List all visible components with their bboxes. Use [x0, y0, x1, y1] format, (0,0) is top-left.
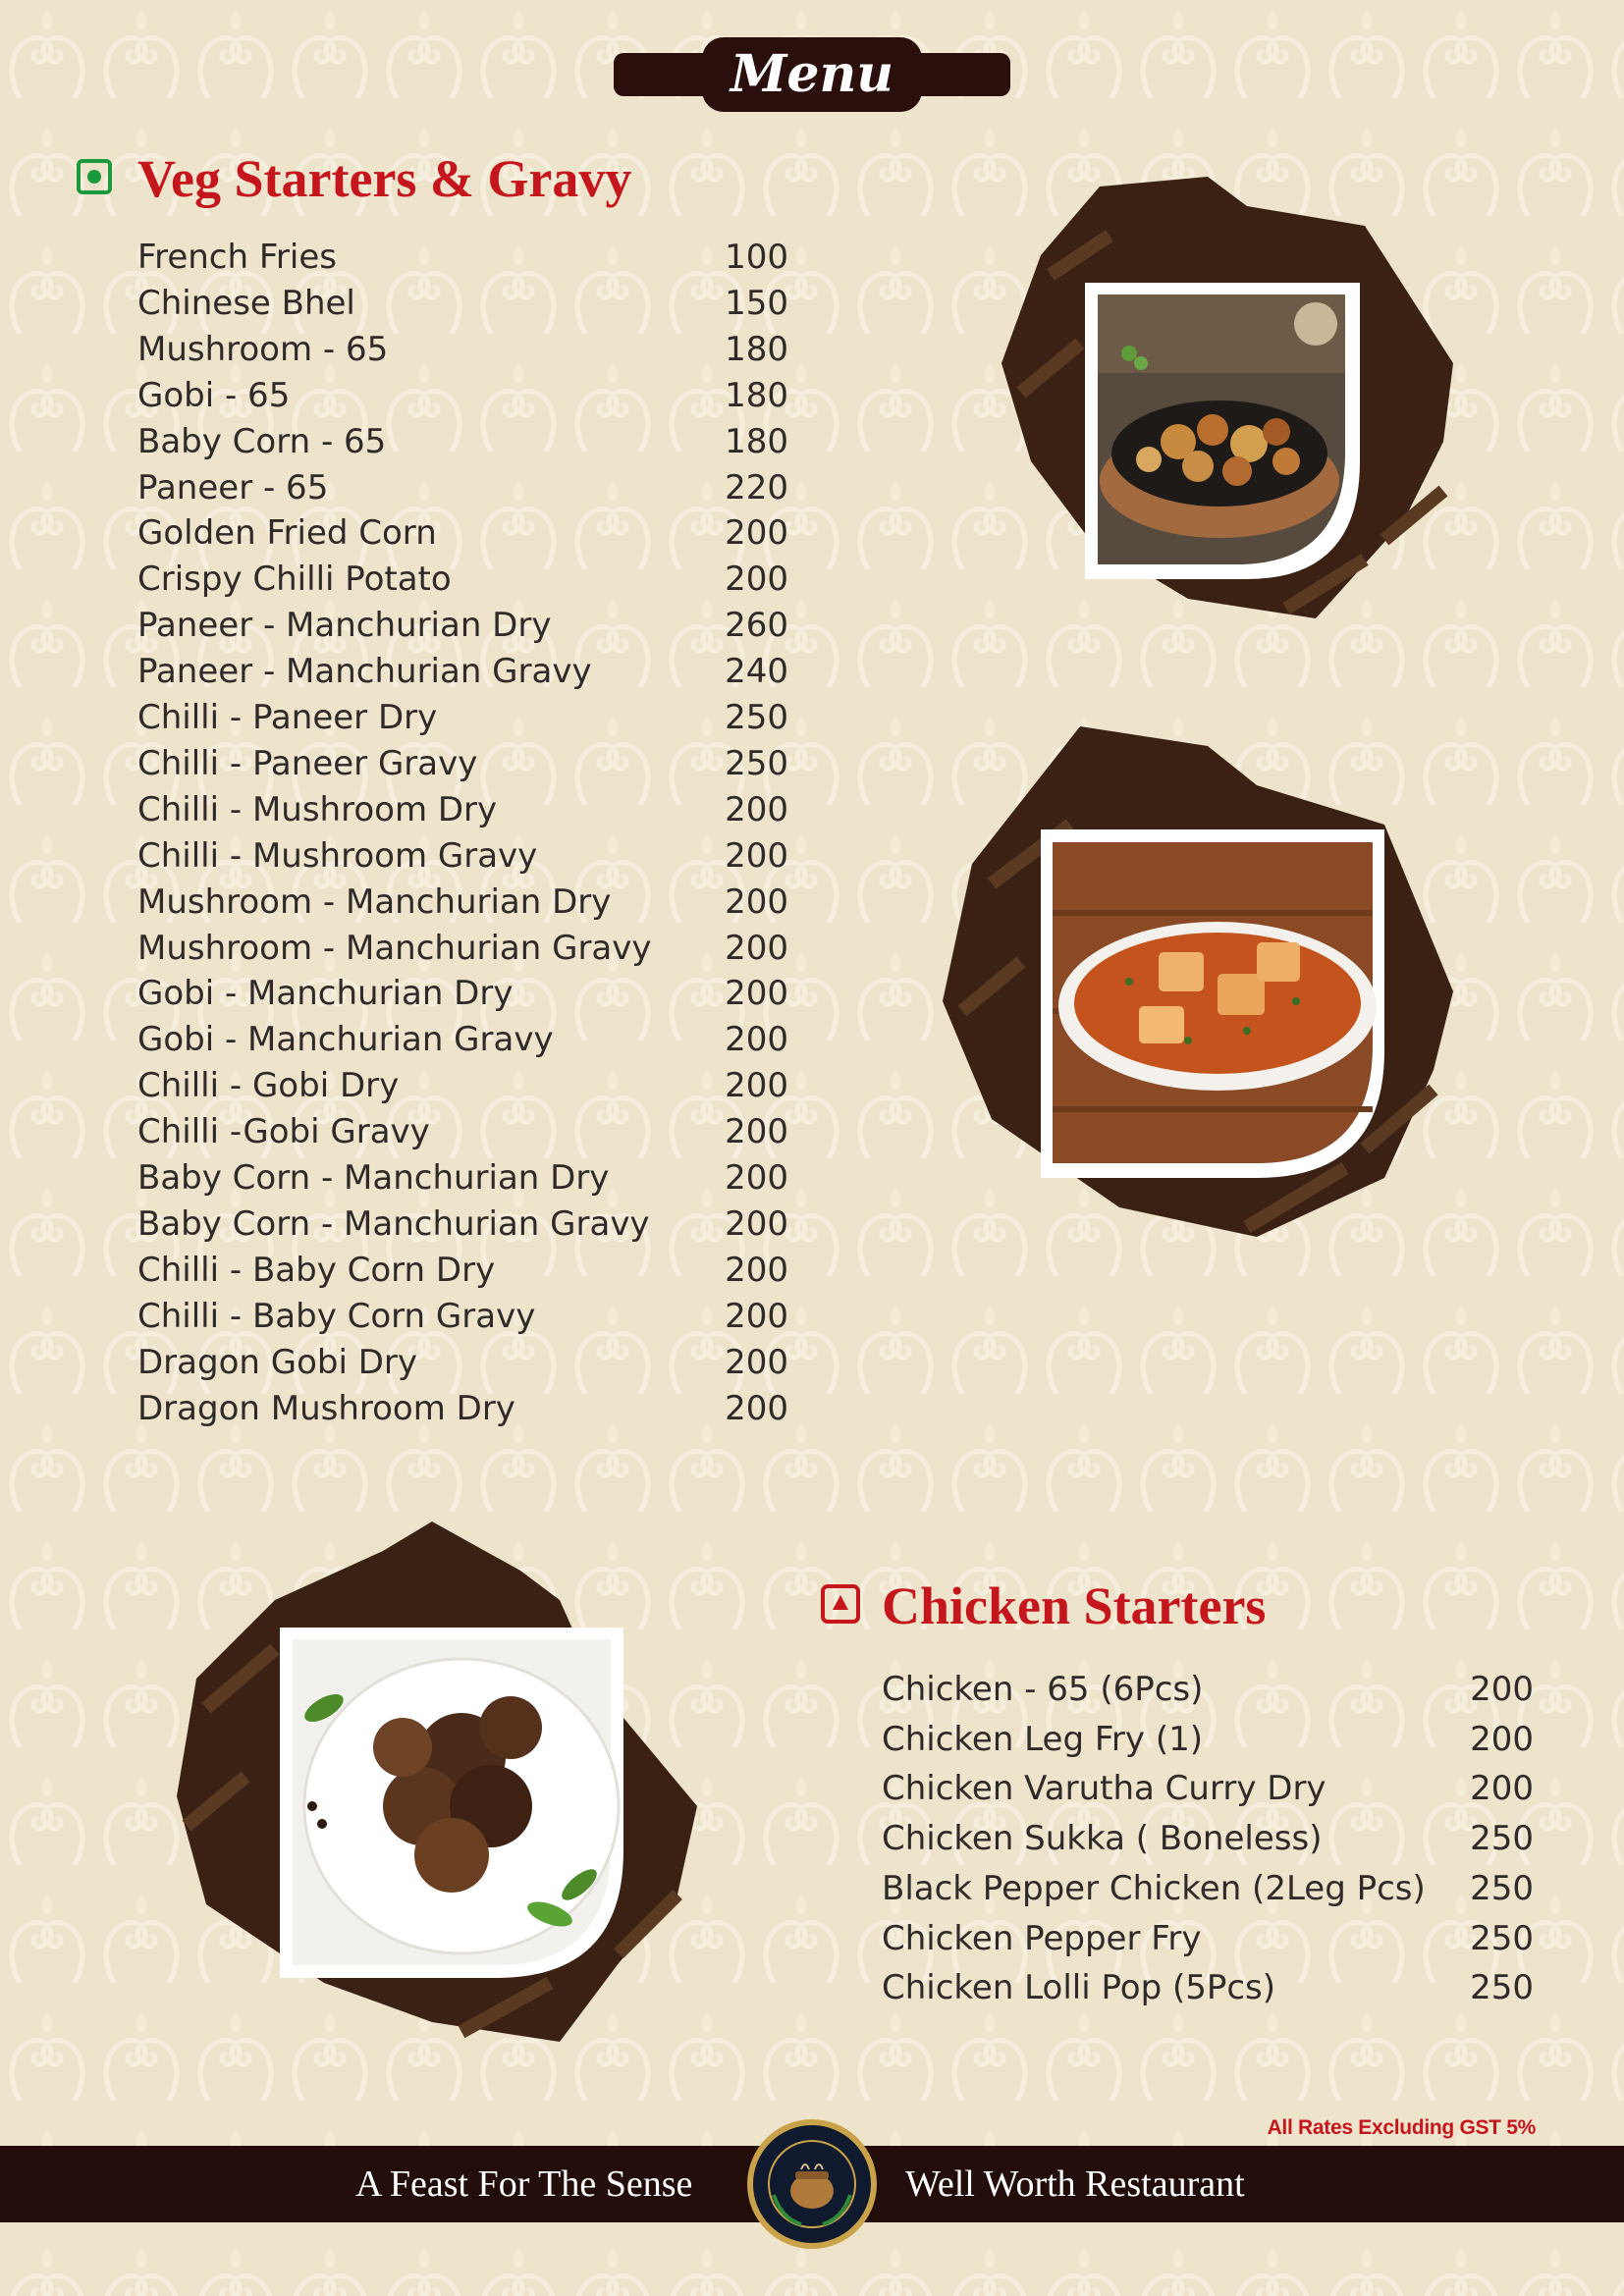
- veg-item-price: 200: [725, 513, 788, 554]
- menu-banner: [614, 37, 1010, 112]
- veg-item-price: 200: [725, 1020, 788, 1060]
- dish-photo-dry-starter: [992, 167, 1463, 628]
- veg-item-price: 200: [725, 835, 788, 876]
- chicken-item-price: 200: [1470, 1670, 1534, 1709]
- veg-item-price: 220: [725, 467, 788, 507]
- veg-item-price: 200: [725, 1158, 788, 1198]
- veg-item-name: Dragon Gobi Dry: [137, 1342, 417, 1382]
- veg-item-name: Gobi - 65: [137, 375, 291, 415]
- dish-photo-chicken-starter: [167, 1512, 707, 2061]
- veg-item-name: Dragon Mushroom Dry: [137, 1388, 515, 1428]
- chicken-item-price: 200: [1470, 1719, 1534, 1759]
- chicken-item-name: Chicken Pepper Fry: [882, 1918, 1202, 1958]
- veg-item-name: Paneer - Manchurian Dry: [137, 606, 552, 646]
- chicken-item-name: Black Pepper Chicken (2Leg Pcs): [882, 1868, 1426, 1908]
- veg-item-name: Paneer - Manchurian Gravy: [137, 652, 592, 692]
- chicken-item-name: Chicken Varutha Curry Dry: [882, 1769, 1326, 1809]
- veg-item-price: 180: [725, 329, 788, 369]
- veg-item-price: 240: [725, 652, 788, 692]
- veg-item-price: 200: [725, 928, 788, 968]
- veg-item-price: 260: [725, 606, 788, 646]
- veg-item-name: Golden Fried Corn: [137, 513, 437, 554]
- veg-item-name: Mushroom - Manchurian Dry: [137, 881, 612, 922]
- veg-item-name: Chilli - Gobi Dry: [137, 1066, 400, 1106]
- chicken-item-name: Chicken Sukka ( Boneless): [882, 1819, 1323, 1859]
- veg-item-name: Baby Corn - 65: [137, 421, 387, 461]
- veg-item-price: 250: [725, 743, 788, 783]
- veg-item-price: 200: [725, 1112, 788, 1152]
- veg-item-name: Gobi - Manchurian Dry: [137, 974, 514, 1014]
- chicken-item-name: Chicken Lolli Pop (5Pcs): [882, 1968, 1276, 2008]
- veg-item-name: Baby Corn - Manchurian Dry: [137, 1158, 610, 1198]
- veg-item-price: 150: [725, 283, 788, 323]
- veg-mark-icon: [77, 159, 112, 194]
- veg-item-name: Chilli - Baby Corn Dry: [137, 1250, 496, 1290]
- veg-item-price: 180: [725, 421, 788, 461]
- veg-item-price: 200: [725, 560, 788, 600]
- veg-item-name: Chilli - Paneer Dry: [137, 698, 438, 737]
- veg-item-price: 200: [725, 1296, 788, 1336]
- veg-item-price: 250: [725, 698, 788, 737]
- veg-item-price: 180: [725, 375, 788, 415]
- veg-item-name: Paneer - 65: [137, 467, 329, 507]
- restaurant-seal-logo-icon: [744, 2116, 880, 2252]
- veg-item-name: Baby Corn - Manchurian Gravy: [137, 1203, 650, 1244]
- veg-item-price: 200: [725, 881, 788, 922]
- veg-item-price: 200: [725, 1203, 788, 1244]
- veg-item-name: Chilli -Gobi Gravy: [137, 1112, 430, 1152]
- veg-item-price: 200: [725, 974, 788, 1014]
- chicken-item-price: 250: [1470, 1918, 1534, 1958]
- veg-item-price: 200: [725, 1342, 788, 1382]
- menu-title: Menu: [730, 44, 894, 104]
- footer-tagline-right: Well Worth Restaurant: [905, 2163, 1245, 2205]
- veg-item-name: Chilli - Mushroom Gravy: [137, 835, 538, 876]
- veg-item-name: Mushroom - 65: [137, 329, 389, 369]
- non-veg-mark-icon: [821, 1584, 860, 1624]
- veg-item-price: 200: [725, 789, 788, 829]
- veg-item-name: Chilli - Paneer Gravy: [137, 743, 478, 783]
- chicken-item-price: 200: [1470, 1769, 1534, 1809]
- veg-item-name: Gobi - Manchurian Gravy: [137, 1020, 554, 1060]
- veg-item-name: Mushroom - Manchurian Gravy: [137, 928, 652, 968]
- veg-item-name: French Fries: [137, 238, 337, 277]
- footer-tagline-left: A Feast For The Sense: [355, 2163, 693, 2205]
- veg-item-price: 100: [725, 238, 788, 277]
- chicken-item-price: 250: [1470, 1868, 1534, 1908]
- chicken-item-name: Chicken Leg Fry (1): [882, 1719, 1203, 1759]
- chicken-section-title: Chicken Starters: [882, 1576, 1267, 1635]
- dish-photo-paneer-gravy: [933, 717, 1463, 1247]
- chicken-item-price: 250: [1470, 1819, 1534, 1859]
- chicken-item-name: Chicken - 65 (6Pcs): [882, 1670, 1204, 1709]
- veg-section-title: Veg Starters & Gravy: [137, 149, 632, 208]
- veg-item-price: 200: [725, 1250, 788, 1290]
- veg-item-price: 200: [725, 1066, 788, 1106]
- veg-item-name: Chinese Bhel: [137, 283, 355, 323]
- veg-item-price: 200: [725, 1388, 788, 1428]
- veg-item-name: Chilli - Baby Corn Gravy: [137, 1296, 536, 1336]
- veg-item-name: Chilli - Mushroom Dry: [137, 789, 498, 829]
- gst-note: All Rates Excluding GST 5%: [1267, 2116, 1536, 2139]
- veg-item-name: Crispy Chilli Potato: [137, 560, 452, 600]
- chicken-item-price: 250: [1470, 1968, 1534, 2008]
